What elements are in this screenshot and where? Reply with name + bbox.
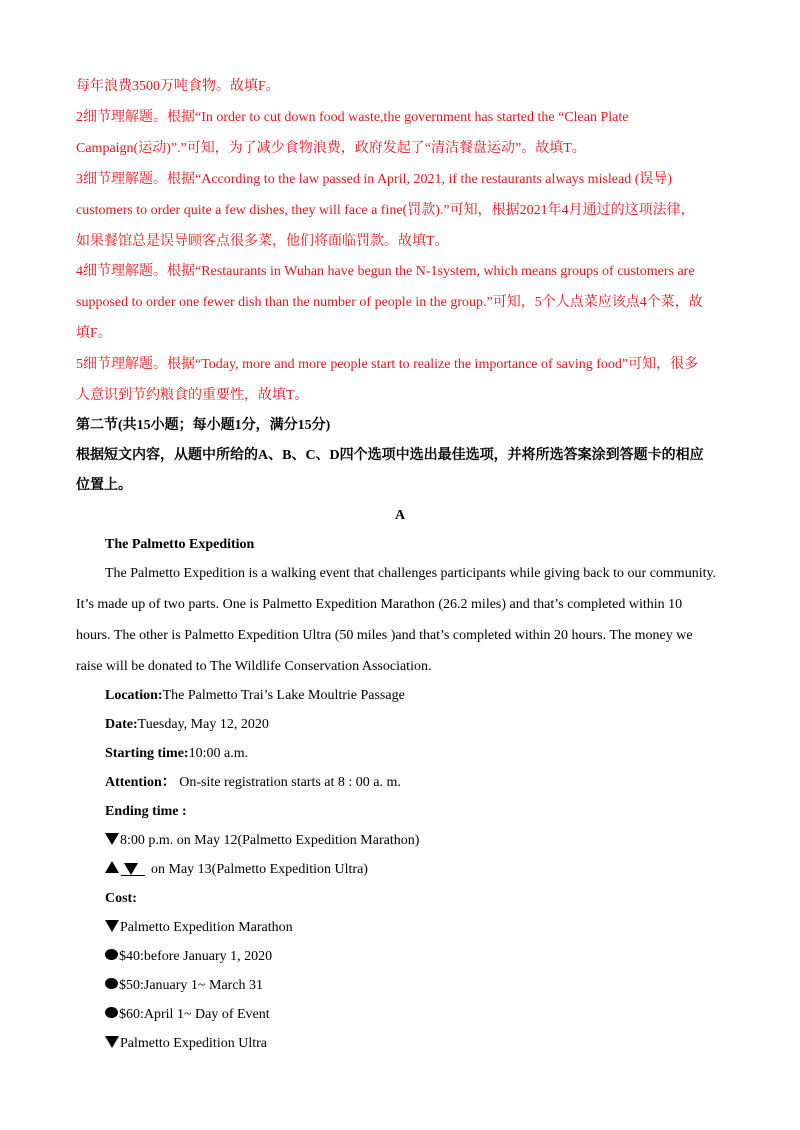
passage-body-4: raise will be donated to The Wildlife Conservation Association.	[76, 659, 432, 674]
start-value: 10:00 a.m.	[188, 746, 249, 761]
passage-body-1: The Palmetto Expedition is a walking event that challenges participants while giving back to our community.	[105, 566, 717, 581]
attention-value: On-site registration starts at 8 : 00 a. m.	[175, 775, 401, 790]
answer-blank	[121, 861, 145, 876]
date-row	[105, 715, 269, 735]
section-heading: 第二节(共15小题；每小题1分，满分15分)	[76, 418, 331, 433]
triangle-down-icon	[105, 920, 119, 932]
analysis-line-1: 每年浪费3500万吨食物。故填F。	[76, 79, 280, 94]
location-label: Location:	[105, 688, 163, 703]
cost-ultra-row	[105, 1034, 267, 1054]
cost-marathon-text: Palmetto Expedition Marathon	[120, 920, 293, 935]
triangle-up-icon	[105, 861, 119, 873]
analysis-line-10: 5细节理解题。根据“Today, more and more people start to realize the importance of saving food”可知，很多	[76, 357, 699, 372]
analysis-line-3: Campaign(运动)”.”可知，为了减少食物浪费，政府发起了“清洁餐盘运动”。故填T。	[76, 141, 586, 156]
bullet-blob-icon	[105, 1007, 118, 1018]
analysis-line-5: customers to order quite a few dishes, they will face a fine(罚款).”可知，根据2021年4月通过的这项法律，	[76, 203, 695, 218]
date-label: Date:	[105, 717, 138, 732]
ending-1-text: 8:00 p.m. on May 12(Palmetto Expedition Marathon)	[120, 833, 420, 848]
ending-row-2	[105, 860, 368, 880]
cost-item-row	[105, 1005, 270, 1025]
cost-item-row	[105, 976, 263, 996]
cost-item-2: $50:January 1~ March 31	[119, 978, 264, 993]
analysis-line-9: 填F。	[76, 326, 112, 341]
analysis-line-2: 2细节理解题。根据“In order to cut down food waste,the government has started the “Clean Plate	[76, 110, 629, 125]
cost-item-3: $60:April 1~ Day of Event	[119, 1007, 270, 1022]
start-row	[105, 744, 248, 764]
analysis-line-8: supposed to order one fewer dish than the number of people in the group.”可知，5个人点菜应该点4个菜，故	[76, 295, 703, 310]
cost-label: Cost:	[105, 891, 137, 906]
triangle-down-icon	[105, 833, 119, 845]
bullet-blob-icon	[105, 949, 118, 960]
cost-item-row	[105, 947, 272, 967]
bullet-blob-icon	[105, 978, 118, 989]
passage-body-2: It’s made up of two parts. One is Palmetto Expedition Marathon (26.2 miles) and that’s completed within 10	[76, 597, 683, 612]
ending-2-text: on May 13(Palmetto Expedition Ultra)	[151, 862, 368, 877]
triangle-down-icon	[124, 863, 138, 875]
ending-label: Ending time :	[105, 804, 187, 819]
passage-letter: A	[394, 508, 406, 523]
attention-row	[105, 773, 401, 793]
cost-marathon-row	[105, 918, 293, 938]
analysis-line-6: 如果餐馆总是误导顾客点很多菜，他们将面临罚款。故填T。	[76, 234, 449, 249]
passage-body-3: hours. The other is Palmetto Expedition Ultra (50 miles )and that’s completed within 20 hours. The money we	[76, 628, 693, 643]
date-value: Tuesday, May 12, 2020	[137, 717, 269, 732]
triangle-down-icon	[105, 1036, 119, 1048]
analysis-line-4: 3细节理解题。根据“According to the law passed in April, 2021, if the restaurants always mislead (误导)	[76, 172, 673, 187]
section-instruction-1: 根据短文内容，从题中所给的A、B、C、D四个选项中选出最佳选项，并将所选答案涂到答题卡的相应	[76, 448, 704, 463]
section-instruction-2: 位置上。	[76, 478, 132, 493]
location-value: The Palmetto Trai’s Lake Moultrie Passage	[162, 688, 405, 703]
analysis-line-7: 4细节理解题。根据“Restaurants in Wuhan have begun the N-1system, which means groups of customers are	[76, 264, 695, 279]
analysis-line-11: 人意识到节约粮食的重要性，故填T。	[76, 388, 309, 403]
attention-label: Attention：	[105, 775, 176, 790]
start-label: Starting time:	[105, 746, 189, 761]
ending-row-1	[105, 831, 419, 851]
cost-item-1: $40:before January 1, 2020	[119, 949, 273, 964]
cost-ultra-text: Palmetto Expedition Ultra	[120, 1036, 267, 1051]
passage-title: The Palmetto Expedition	[105, 537, 255, 552]
location-row	[105, 686, 405, 706]
